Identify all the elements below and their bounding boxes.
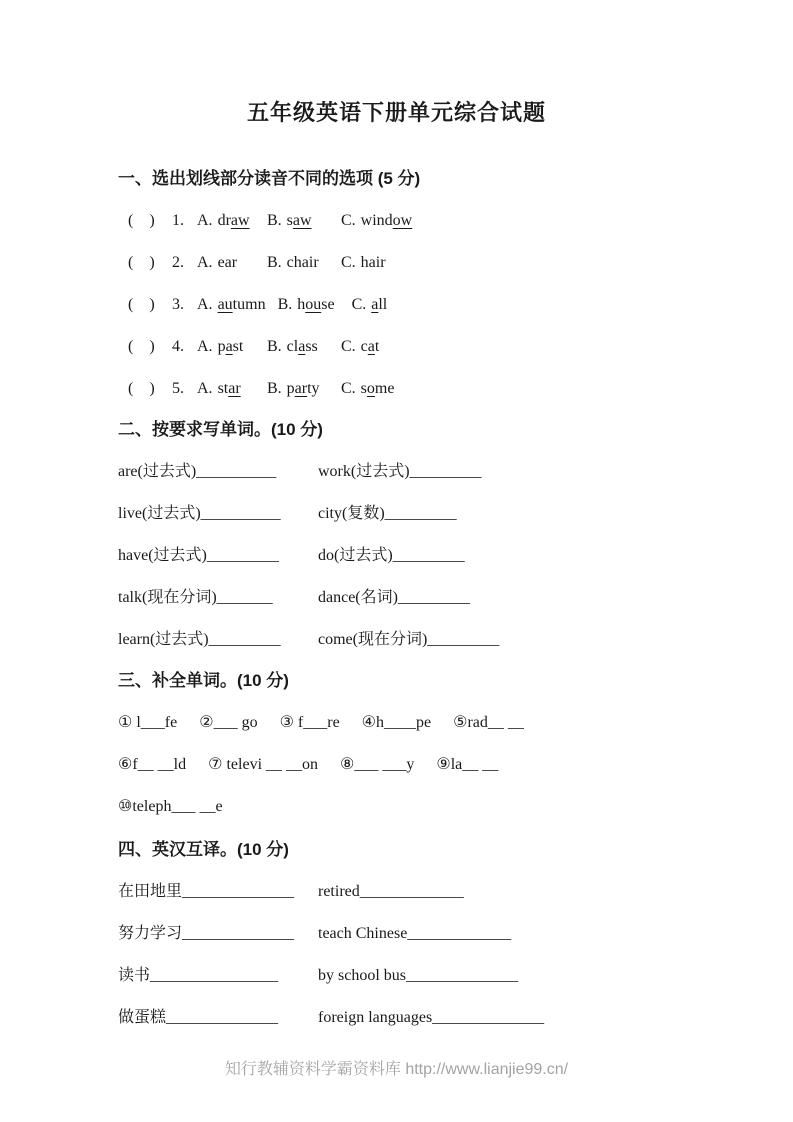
- option-word: [361, 338, 380, 355]
- question-number: 5.: [172, 380, 184, 397]
- translation-item: 做蛋糕______________: [118, 1009, 279, 1026]
- translation-item: 读书________________: [118, 967, 279, 984]
- section1-heading: 一、选出划线部分读音不同的选项 (5 分): [118, 169, 421, 188]
- plain-letters: chair: [286, 254, 319, 271]
- fill-blank-item: come(现在分词)_________: [318, 631, 500, 648]
- underlined-letters: a: [298, 338, 306, 355]
- plain-letters: t: [374, 338, 380, 355]
- option-label: A.: [197, 380, 213, 397]
- option-word: [218, 338, 244, 355]
- fill-blank-item: live(过去式)__________: [118, 505, 281, 522]
- question-number: 1.: [172, 212, 184, 229]
- translation-row: [118, 1007, 675, 1029]
- option-label: B.: [277, 296, 293, 313]
- option-label: A.: [197, 296, 213, 313]
- complete-word-item: ③ f___re: [279, 714, 340, 731]
- complete-word-item: ⑦ televi __ __on: [208, 756, 319, 773]
- option-b: [278, 294, 352, 316]
- answer-paren: ( ): [128, 254, 155, 271]
- underlined-letters: o: [366, 380, 375, 397]
- translation-row: [118, 965, 675, 987]
- plain-letters: c: [360, 338, 368, 355]
- plain-letters: me: [374, 380, 395, 397]
- plain-letters: cl: [286, 338, 299, 355]
- plain-letters: h: [297, 296, 306, 313]
- underlined-letters: a: [225, 338, 233, 355]
- section2-heading: 二、按要求写单词。(10 分): [118, 420, 323, 439]
- complete-word-item: ⑩teleph___ __e: [118, 798, 223, 815]
- complete-word-row: [118, 712, 675, 734]
- footer-watermark: 知行教辅资料学霸资料库 http://www.lianjie99.cn/: [224, 1061, 569, 1078]
- option-label: A.: [197, 212, 213, 229]
- word-form-row: [118, 545, 675, 567]
- option-word: [361, 380, 395, 397]
- option-c: [341, 252, 398, 274]
- option-b: [267, 378, 341, 400]
- complete-word-item: ②___ go: [199, 714, 258, 731]
- option-word: [361, 212, 413, 229]
- plain-letters: st: [232, 338, 244, 355]
- question-row-4: [118, 336, 675, 358]
- underlined-letters: ou: [305, 296, 322, 313]
- translation-item: 努力学习______________: [118, 925, 295, 942]
- option-c: [341, 378, 406, 400]
- option-word: [297, 296, 334, 313]
- plain-letters: se: [321, 296, 335, 313]
- plain-letters: s: [286, 212, 293, 229]
- fill-blank-item: city(复数)_________: [318, 505, 457, 522]
- option-word: [218, 212, 250, 229]
- option-word: [287, 212, 312, 229]
- underlined-letters: aw: [230, 212, 250, 229]
- option-label: B.: [267, 254, 282, 271]
- complete-word-item: ① l___fe: [118, 714, 178, 731]
- plain-letters: hair: [360, 254, 386, 271]
- complete-word-item: ⑧___ ___y: [340, 756, 415, 773]
- underlined-letters: a: [371, 296, 379, 313]
- option-word: [218, 254, 238, 271]
- option-a: [197, 378, 267, 400]
- option-word: [218, 296, 266, 313]
- translation-row: [118, 923, 675, 945]
- option-b: [267, 252, 341, 274]
- complete-word-item: ⑨la__ __: [436, 756, 499, 773]
- option-c: [341, 336, 391, 358]
- option-label: C.: [341, 254, 356, 271]
- option-label: B.: [267, 338, 282, 355]
- translation-item: teach Chinese_____________: [318, 925, 512, 942]
- fill-blank-item: are(过去式)__________: [118, 463, 277, 480]
- fill-blank-item: talk(现在分词)_______: [118, 589, 273, 606]
- question-row-5: [118, 378, 675, 400]
- option-label: C.: [351, 296, 367, 313]
- option-word: [287, 380, 320, 397]
- plain-letters: ss: [305, 338, 318, 355]
- option-b: [267, 336, 341, 358]
- page-title: 五年级英语下册单元综合试题: [246, 100, 546, 125]
- plain-letters: tumn: [232, 296, 266, 313]
- option-word: [371, 296, 387, 313]
- underlined-letters: ar: [294, 380, 308, 397]
- underlined-letters: aw: [292, 212, 312, 229]
- translation-item: retired_____________: [318, 883, 464, 900]
- option-word: [287, 254, 319, 271]
- complete-word-row: [118, 796, 675, 818]
- fill-blank-item: do(过去式)_________: [318, 547, 465, 564]
- answer-paren: ( ): [128, 296, 155, 313]
- section4-heading: 四、英汉互译。(10 分): [118, 840, 289, 859]
- option-a: [197, 294, 278, 316]
- plain-letters: ll: [378, 296, 388, 313]
- plain-letters: p: [217, 338, 226, 355]
- underlined-letters: ar: [228, 380, 241, 397]
- option-a: [197, 252, 267, 274]
- question-row-3: [118, 294, 675, 316]
- fill-blank-item: have(过去式)_________: [118, 547, 279, 564]
- translation-item: by school bus______________: [318, 967, 518, 984]
- complete-word-row: [118, 754, 675, 776]
- fill-blank-item: learn(过去式)_________: [118, 631, 281, 648]
- option-label: B.: [267, 380, 282, 397]
- option-label: C.: [341, 338, 356, 355]
- option-word: [218, 380, 241, 397]
- fill-blank-item: work(过去式)_________: [318, 463, 482, 480]
- word-form-row: [118, 587, 675, 609]
- word-form-row: [118, 461, 675, 483]
- option-word: [361, 254, 386, 271]
- question-number: 4.: [172, 338, 184, 355]
- plain-letters: dr: [217, 212, 231, 229]
- fill-blank-item: dance(名词)_________: [318, 589, 470, 606]
- section3-heading: 三、补全单词。(10 分): [118, 671, 289, 690]
- option-word: [287, 338, 318, 355]
- complete-word-item: ④h____pe: [361, 714, 432, 731]
- option-label: A.: [197, 254, 213, 271]
- answer-paren: ( ): [128, 212, 155, 229]
- underlined-letters: ow: [392, 212, 413, 229]
- question-row-1: [118, 210, 675, 232]
- translation-item: 在田地里______________: [118, 883, 295, 900]
- question-row-2: [118, 252, 675, 274]
- option-label: C.: [341, 380, 356, 397]
- answer-paren: ( ): [128, 338, 155, 355]
- word-form-row: [118, 503, 675, 525]
- answer-paren: ( ): [128, 380, 155, 397]
- option-label: C.: [341, 212, 356, 229]
- option-c: [352, 294, 400, 316]
- plain-letters: p: [286, 380, 295, 397]
- question-number: 3.: [172, 296, 184, 313]
- plain-letters: wind: [360, 212, 393, 229]
- underlined-letters: au: [217, 296, 233, 313]
- translation-item: foreign languages______________: [318, 1009, 545, 1026]
- plain-letters: ear: [217, 254, 238, 271]
- option-label: A.: [197, 338, 213, 355]
- option-c: [341, 210, 424, 232]
- option-label: B.: [267, 212, 282, 229]
- plain-letters: ty: [307, 380, 320, 397]
- word-form-row: [118, 629, 675, 651]
- question-number: 2.: [172, 254, 184, 271]
- plain-letters: s: [360, 380, 367, 397]
- option-b: [267, 210, 341, 232]
- underlined-letters: a: [367, 338, 375, 355]
- option-a: [197, 210, 267, 232]
- complete-word-item: ⑤rad__ __: [453, 714, 524, 731]
- translation-row: [118, 881, 675, 903]
- option-a: [197, 336, 267, 358]
- complete-word-item: ⑥f__ __ld: [118, 756, 187, 773]
- plain-letters: st: [217, 380, 229, 397]
